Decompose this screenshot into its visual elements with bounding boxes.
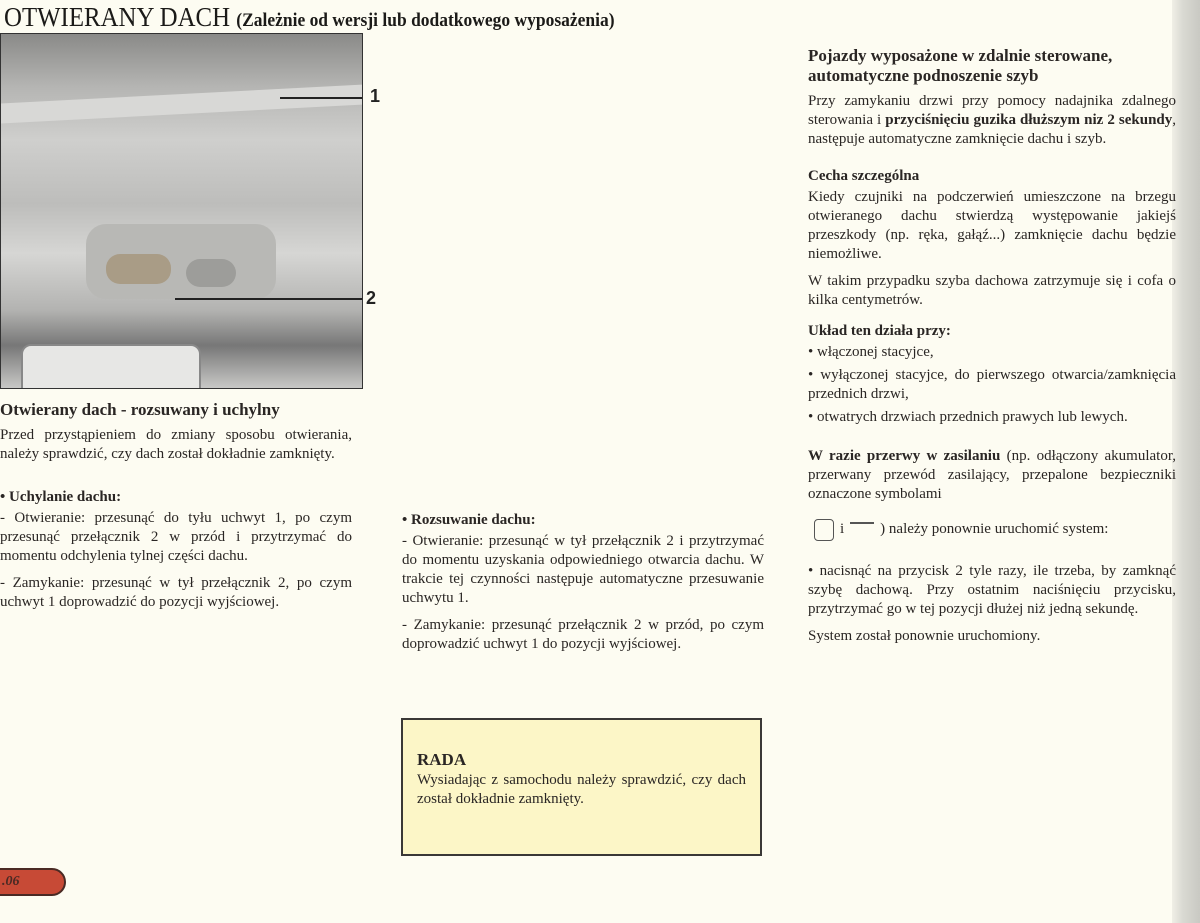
slide-heading: • Rozsuwanie dachu: xyxy=(402,512,536,528)
page-number: .06 xyxy=(0,868,66,896)
tilt-close-text: - Zamykanie: przesunąć w tył przełącznik 2, po czym uchwyt 1 doprowadzić do pozycji wyjściowej. xyxy=(0,575,352,610)
callout-line-1 xyxy=(280,97,362,99)
slide-close-text: - Zamykanie: przesunąć przełącznik 2 w przód, po czym doprowadzić uchwyt 1 do pozycji wyjściowej. xyxy=(402,617,764,652)
title-main: OTWIERANY DACH xyxy=(4,2,231,32)
roof-light-symbol-icon xyxy=(850,522,874,538)
reverse-text: W takim przypadku szyba dachowa zatrzymuje się i cofa o kilka centymetrów. xyxy=(808,273,1176,308)
remote-text: Przy zamykaniu drzwi przy pomocy nadajnika zdalnego sterowania i przyciśnięciu guzika dłuższym niz 2 sekundy, następuje automatyczne zamknięcie dachu i szyb. xyxy=(808,93,1177,147)
sunroof-photo xyxy=(0,33,363,389)
section-heading: Otwierany dach - rozsuwany i uchylny xyxy=(0,400,280,419)
remote-heading: Pojazdy wyposażone w zdalnie sterowane, automatyczne podnoszenie szyb xyxy=(808,46,1113,85)
page-title xyxy=(4,2,615,33)
intro-text: Przed przystąpieniem do zmiany sposobu otwierania, należy sprawdzić, czy dach został dokładnie zamknięty. xyxy=(0,427,352,462)
callout-line-2 xyxy=(175,298,362,300)
bullet-item: • włączonej stacyjce, xyxy=(808,344,934,360)
middle-column xyxy=(402,511,764,662)
callout-2: 2 xyxy=(366,288,377,308)
special-heading: Cecha szczególna xyxy=(808,168,920,184)
bullet-item: • otwatrych drzwiach przednich prawych lub lewych. xyxy=(808,409,1128,425)
works-heading: Układ ten działa przy: xyxy=(808,323,951,339)
tilt-open-text: - Otwieranie: przesunąć do tyłu uchwyt 1, po czym przesunąć przełącznik 2 w przód i przytrzymać do momentu odchylenia tylnej części dachu. xyxy=(0,510,352,564)
title-sub: (Zależnie od wersji lub dodatkowego wyposażenia) xyxy=(236,10,615,31)
tip-title: RADA xyxy=(417,750,467,769)
bullet-item: • wyłączonej stacyjce, do pierwszego otwarcia/zamknięcia przednich drzwi, xyxy=(808,367,1176,402)
slide-open-text: - Otwieranie: przesunąć w tył przełącznik 2 i przytrzymać do momentu uzyskania odpowiedniego otwarcia dachu. W trakcie tej czynności następuje automatyczne przesuwanie uchwytu 1. xyxy=(402,533,764,606)
left-column xyxy=(0,400,352,620)
door-fuse-symbol-icon xyxy=(814,519,834,541)
tip-box xyxy=(401,718,762,856)
tilt-heading: • Uchylanie dachu: xyxy=(0,489,122,505)
page-edge xyxy=(1172,0,1200,923)
power-text: W razie przerwy w zasilaniu (np. odłączony akumulator, przerwany przewód zasilający, przepalone bezpieczniki oznaczone symbolami i ) należy ponownie uruchomić system: xyxy=(808,447,1176,554)
right-column xyxy=(808,46,1176,654)
reset-step-text: • nacisnąć na przycisk 2 tyle razy, ile trzeba, by zamknąć szybę dachową. Przy ostatnim naciśnięciu przycisku, przytrzymać go w tej pozycji dłużej niż jedną sekundę. xyxy=(808,563,1176,617)
reset-done-text: System został ponownie uruchomiony. xyxy=(808,628,1041,644)
callout-1: 1 xyxy=(370,86,381,106)
tip-text: Wysiadając z samochodu należy sprawdzić, czy dach został dokładnie zamknięty. xyxy=(417,772,746,807)
sensor-text: Kiedy czujniki na podczerwień umieszczone na brzegu otwieranego dachu stwierdzą występowanie jakiejś przeszkody (np. ręka, gałąź...) zamknięcie dachu będzie niemożliwe. xyxy=(808,189,1176,262)
